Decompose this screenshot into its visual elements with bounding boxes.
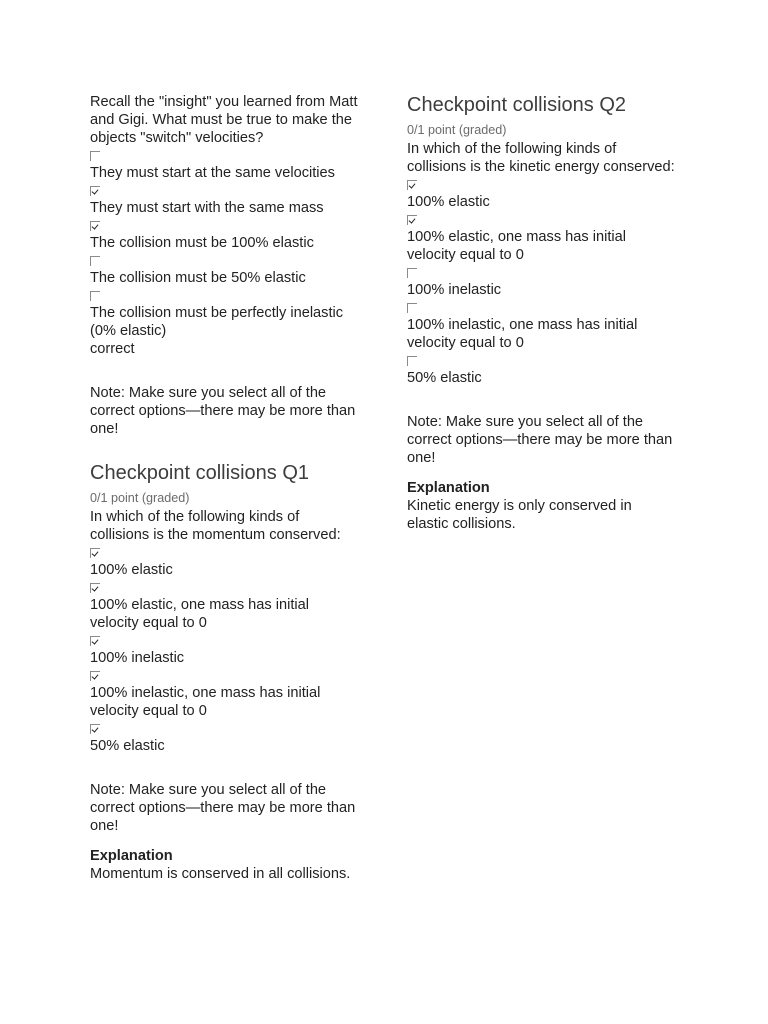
- q2-option-5[interactable]: [407, 356, 677, 387]
- q2-option-4[interactable]: [407, 303, 677, 352]
- answer-status: correct: [90, 341, 135, 357]
- checkbox-icon[interactable]: [90, 186, 100, 196]
- spacer: [407, 387, 677, 413]
- q2-title: Checkpoint collisions Q2: [407, 94, 626, 116]
- q2-option-2[interactable]: [407, 215, 677, 264]
- option-label: 50% elastic: [90, 738, 165, 754]
- checkbox-icon[interactable]: [90, 548, 100, 558]
- option-label: 100% inelastic: [407, 282, 502, 298]
- selection-note: Note: Make sure you select all of the correct options—there may be more than one!: [407, 414, 673, 466]
- option-label: 100% inelastic: [90, 650, 185, 666]
- option-label: The collision must be 100% elastic: [90, 235, 314, 251]
- checkbox-icon[interactable]: [407, 268, 417, 278]
- q2-option-1[interactable]: [407, 180, 677, 211]
- option-label: 100% elastic: [407, 194, 490, 210]
- left-column: [90, 93, 360, 883]
- insight-question: [90, 93, 360, 438]
- selection-note: Note: Make sure you select all of the correct options—there may be more than one!: [90, 782, 356, 834]
- spacer: [407, 467, 677, 479]
- q1-title: Checkpoint collisions Q1: [90, 462, 309, 484]
- q2-points: 0/1 point (graded): [407, 123, 507, 137]
- spacer: [90, 438, 360, 461]
- right-column: [407, 93, 677, 533]
- checkbox-icon[interactable]: [407, 356, 417, 366]
- option-label: They must start at the same velocities: [90, 165, 335, 181]
- q2-prompt: In which of the following kinds of collisions is the kinetic energy conserved:: [407, 141, 675, 175]
- checkbox-icon[interactable]: [407, 180, 417, 190]
- option-label: 100% inelastic, one mass has initial velocity equal to 0: [407, 317, 638, 351]
- checkbox-icon[interactable]: [90, 151, 100, 161]
- option-label: They must start with the same mass: [90, 200, 324, 216]
- q1-option-5[interactable]: [90, 724, 360, 755]
- q1-option-4[interactable]: [90, 671, 360, 720]
- checkbox-icon[interactable]: [407, 215, 417, 225]
- insight-option-4[interactable]: [90, 256, 360, 287]
- insight-option-1[interactable]: [90, 151, 360, 182]
- insight-prompt: Recall the "insight" you learned from Matt and Gigi. What must be true to make the objects "switch" velocities?: [90, 94, 358, 146]
- explanation-heading: Explanation: [407, 480, 490, 496]
- checkbox-icon[interactable]: [407, 303, 417, 313]
- spacer: [90, 755, 360, 781]
- option-label: 50% elastic: [407, 370, 482, 386]
- option-label: 100% elastic: [90, 562, 173, 578]
- option-label: The collision must be 50% elastic: [90, 270, 306, 286]
- checkbox-icon[interactable]: [90, 583, 100, 593]
- checkbox-icon[interactable]: [90, 291, 100, 301]
- option-label: 100% elastic, one mass has initial velocity equal to 0: [407, 229, 627, 263]
- explanation-text: Kinetic energy is only conserved in elastic collisions.: [407, 498, 632, 532]
- q2-question: [407, 93, 677, 533]
- checkbox-icon[interactable]: [90, 221, 100, 231]
- checkbox-icon[interactable]: [90, 671, 100, 681]
- checkbox-icon[interactable]: [90, 636, 100, 646]
- q1-option-2[interactable]: [90, 583, 360, 632]
- insight-option-2[interactable]: [90, 186, 360, 217]
- q1-prompt: In which of the following kinds of collisions is the momentum conserved:: [90, 509, 341, 543]
- spacer: [90, 835, 360, 847]
- explanation-text: Momentum is conserved in all collisions.: [90, 866, 351, 882]
- spacer: [90, 358, 360, 384]
- insight-option-3[interactable]: [90, 221, 360, 252]
- q1-question: [90, 461, 360, 883]
- q1-option-1[interactable]: [90, 548, 360, 579]
- selection-note: Note: Make sure you select all of the correct options—there may be more than one!: [90, 385, 356, 437]
- option-label: 100% elastic, one mass has initial velocity equal to 0: [90, 597, 310, 631]
- insight-option-5[interactable]: [90, 291, 360, 340]
- option-label: 100% inelastic, one mass has initial velocity equal to 0: [90, 685, 321, 719]
- checkbox-icon[interactable]: [90, 256, 100, 266]
- checkbox-icon[interactable]: [90, 724, 100, 734]
- explanation-heading: Explanation: [90, 848, 173, 864]
- q1-points: 0/1 point (graded): [90, 491, 190, 505]
- q1-option-3[interactable]: [90, 636, 360, 667]
- option-label: The collision must be perfectly inelastic (0% elastic): [90, 305, 344, 339]
- q2-option-3[interactable]: [407, 268, 677, 299]
